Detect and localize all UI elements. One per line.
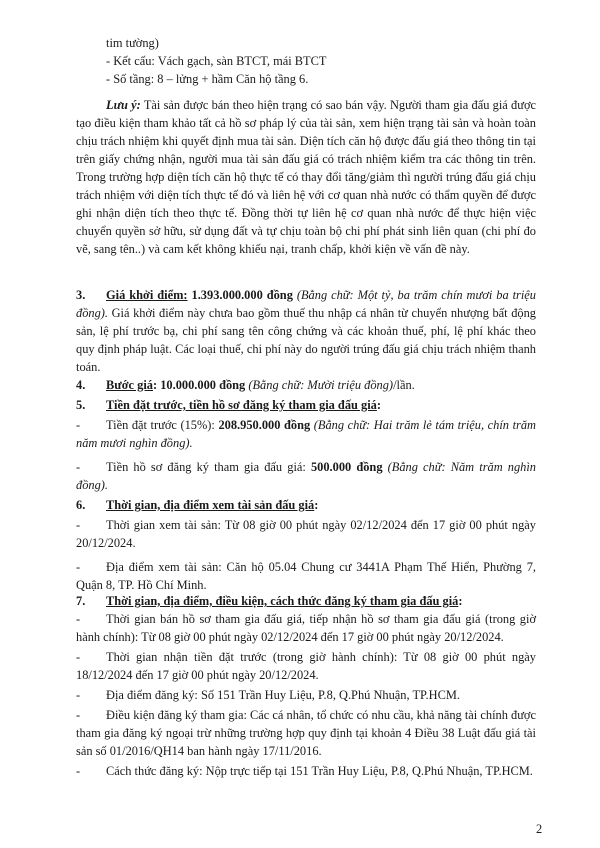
structure-line: - Kết cấu: Vách gạch, sàn BTCT, mái BTCT xyxy=(106,54,327,68)
section-4 xyxy=(76,376,536,394)
starting-price-words: (Bằng chữ: Một tỷ, ba trăm chín mươi ba triệu đồng). xyxy=(76,288,536,320)
viewing-time: Thời gian xem tài sản: Từ 08 giờ 00 phút ngày 02/12/2024 đến 17 giờ 00 phút ngày 20/12/2024. xyxy=(76,518,536,550)
note-label: Lưu ý: xyxy=(106,98,141,112)
section-7: 7. Thời gian, địa điểm, điều kiện, cách thức đăng ký tham gia đấu giá: - Thời gian bán hồ sơ tham gia đấu giá, tiếp nhận hồ sơ tham gia đấu giá (trong giờ hành chính): Từ 08 giờ 00 phút ngày 02/12/2024 đến 17 giờ 00 phút ngày 20/12/2024. - Thời gian nhận tiền đặt trước (trong giờ hành chính): Từ 08 giờ 00 phút ngày 18/12/2024 đến 17 giờ 00 phút ngày 20/12/2024. - Địa điểm đăng ký: Số 151 Trần Huy Liệu, P.8, Q.Phú Nhuận, TP.HCM. - Điều kiện đăng ký tham gia: Các cá nhân, tổ chức có nhu cầu, khả năng tài chính được tham gia đăng ký ngoại trừ những trường hợp quy định tại khoản 4 Điều 38 Luật đấu giá tài sản số 01/2016/QH14 ban hành ngày 17/11/2016. - Cách thức đăng ký: Nộp trực tiếp tại 151 Trần Huy Liệu, P.8, Q.Phú Nhuận, TP.HCM. xyxy=(76,594,536,778)
section-3 xyxy=(76,286,536,376)
section-3-title: Giá khởi điểm: xyxy=(106,288,188,302)
section-5-title: Tiền đặt trước, tiền hồ sơ đăng ký tham gia đấu giá xyxy=(106,398,377,412)
bid-step-amount: : 10.000.000 đồng xyxy=(153,378,246,392)
section-3-number: 3. xyxy=(76,288,86,302)
list-dash: - xyxy=(76,764,81,778)
bid-step-words: (Bằng chữ: Mười triệu đồng) xyxy=(245,378,394,392)
page-number: 2 xyxy=(536,822,543,836)
deposit-time: Thời gian nhận tiền đặt trước (trong giờ hành chính): Từ 08 giờ 00 phút ngày 18/12/2024 đến 17 giờ 00 phút ngày 20/12/2024. xyxy=(76,650,536,682)
registration-time: Thời gian bán hồ sơ tham gia đấu giá, tiếp nhận hồ sơ tham gia đấu giá (trong giờ hành chính): Từ 08 giờ 00 phút ngày 02/12/2024 đến 17 giờ 00 phút ngày 20/12/2024. xyxy=(76,612,536,644)
section-6: 6. Thời gian, địa điểm xem tài sản đấu giá: - Thời gian xem tài sản: Từ 08 giờ 00 phút ngày 02/12/2024 đến 17 giờ 00 phút ngày 20/12/2024. - Địa điểm xem tài sản: Căn hộ 05.04 Chung cư 3441A Phạm Thế Hiển, Phường 7, Quận 8, TP. Hồ Chí Minh. xyxy=(76,498,536,592)
section-6-number: 6. xyxy=(76,498,86,512)
list-dash: - xyxy=(76,418,81,432)
starting-price-text: Giá khởi điểm này chưa bao gồm thuế thu nhập cá nhân từ chuyển nhượng bất động sản, lệ phí trước bạ, chi phí sang tên công chứng và các khoản thuế, phí, lệ phí khác theo quy định pháp luật. Các loại thuế, chi phí này do người trúng đấu giá chịu trách nhiệm thanh toán. xyxy=(76,306,536,374)
list-dash: - xyxy=(76,560,81,574)
fee-words: (Bằng chữ: Năm trăm nghìn đồng). xyxy=(76,460,536,492)
bid-step-tail: /lần. xyxy=(393,378,415,392)
wall-note-tail: tim tường) xyxy=(106,36,159,50)
section-7-number: 7. xyxy=(76,594,86,608)
list-dash: - xyxy=(76,650,81,664)
deposit-amount: 208.950.000 đồng xyxy=(218,418,311,432)
fee-label: Tiền hồ sơ đăng ký tham gia đấu giá: xyxy=(106,460,311,474)
section-4-number: 4. xyxy=(76,378,86,392)
fee-amount: 500.000 đồng xyxy=(310,460,383,474)
list-dash: - xyxy=(76,518,81,532)
deposit-words: (Bằng chữ: Hai trăm lẻ tám triệu, chín trăm năm mươi nghìn đồng). xyxy=(76,418,536,450)
list-dash: - xyxy=(76,688,81,702)
starting-price-amount: 1.393.000.000 đồng xyxy=(187,288,293,302)
registration-method: Cách thức đăng ký: Nộp trực tiếp tại 151 Trần Huy Liệu, P.8, Q.Phú Nhuận, TP.HCM. xyxy=(106,764,533,778)
section-7-title: Thời gian, địa điểm, điều kiện, cách thức đăng ký tham gia đấu giá xyxy=(106,594,459,608)
section-6-title: Thời gian, địa điểm xem tài sản đấu giá xyxy=(106,498,315,512)
note-paragraph xyxy=(76,96,536,258)
floors-line: - Số tầng: 8 – lửng + hầm Căn hộ tầng 6. xyxy=(106,72,309,86)
registration-conditions: Điều kiện đăng ký tham gia: Các cá nhân, tổ chức có nhu cầu, khả năng tài chính được tham gia đăng ký ngoại trừ những trường hợp quy định tại khoản 4 Điều 38 Luật đấu giá tài sản số 01/2016/QH14 ban hành ngày 17/11/2016. xyxy=(76,708,536,758)
list-dash: - xyxy=(76,708,81,722)
viewing-place: Địa điểm xem tài sản: Căn hộ 05.04 Chung cư 3441A Phạm Thế Hiển, Phường 7, Quận 8, TP. Hồ Chí Minh. xyxy=(76,560,536,592)
structure-details xyxy=(76,34,536,88)
list-dash: - xyxy=(76,612,81,626)
registration-place: Địa điểm đăng ký: Số 151 Trần Huy Liệu, P.8, Q.Phú Nhuận, TP.HCM. xyxy=(106,688,460,702)
deposit-label: Tiền đặt trước (15%): xyxy=(106,418,219,432)
note-text: Tài sản được bán theo hiện trạng có sao bán vậy. Người tham gia đấu giá được tạo điều kiện tham khảo tất cả hồ sơ pháp lý của tài sản, xem hiện trạng tài sản và hoàn toàn chịu trách nhiệm khi quyết định mua tài sản. Diện tích căn hộ được đấu giá theo thông tin tại trên giấy chứng nhận, người mua tài sản đấu giá có trách nhiệm kiểm tra các thông tin trên. Trong trường hợp diện tích căn hộ thực tế có thay đổi tăng/giảm thì người trúng đấu giá chịu trách nhiệm với diện tích thực tế đó và liên hệ với cơ quan nhà nước có thẩm quyền để được ghi nhận diện tích theo thực tế. Đồng thời tự liên hệ cơ quan nhà nước để thực hiện việc chuyển quyền sở hữu, sử dụng đất và tự chịu toàn bộ chi phí phát sinh liên quan (chi phí đo vẽ, sang tên..) và cam kết không khiếu nại, tranh chấp, khởi kiện về vấn đề này. xyxy=(76,98,537,256)
section-5: 5. Tiền đặt trước, tiền hồ sơ đăng ký tham gia đấu giá: - Tiền đặt trước (15%): 208.950.000 đồng (Bằng chữ: Hai trăm lẻ tám triệu, chín trăm năm mươi nghìn đồng). - Tiền hồ sơ đăng ký tham gia đấu giá: 500.000 đồng (Bằng chữ: Năm trăm nghìn đồng). xyxy=(76,398,536,492)
section-4-title: Bước giá xyxy=(106,378,153,392)
list-dash: - xyxy=(76,460,81,474)
section-5-number: 5. xyxy=(76,398,86,412)
